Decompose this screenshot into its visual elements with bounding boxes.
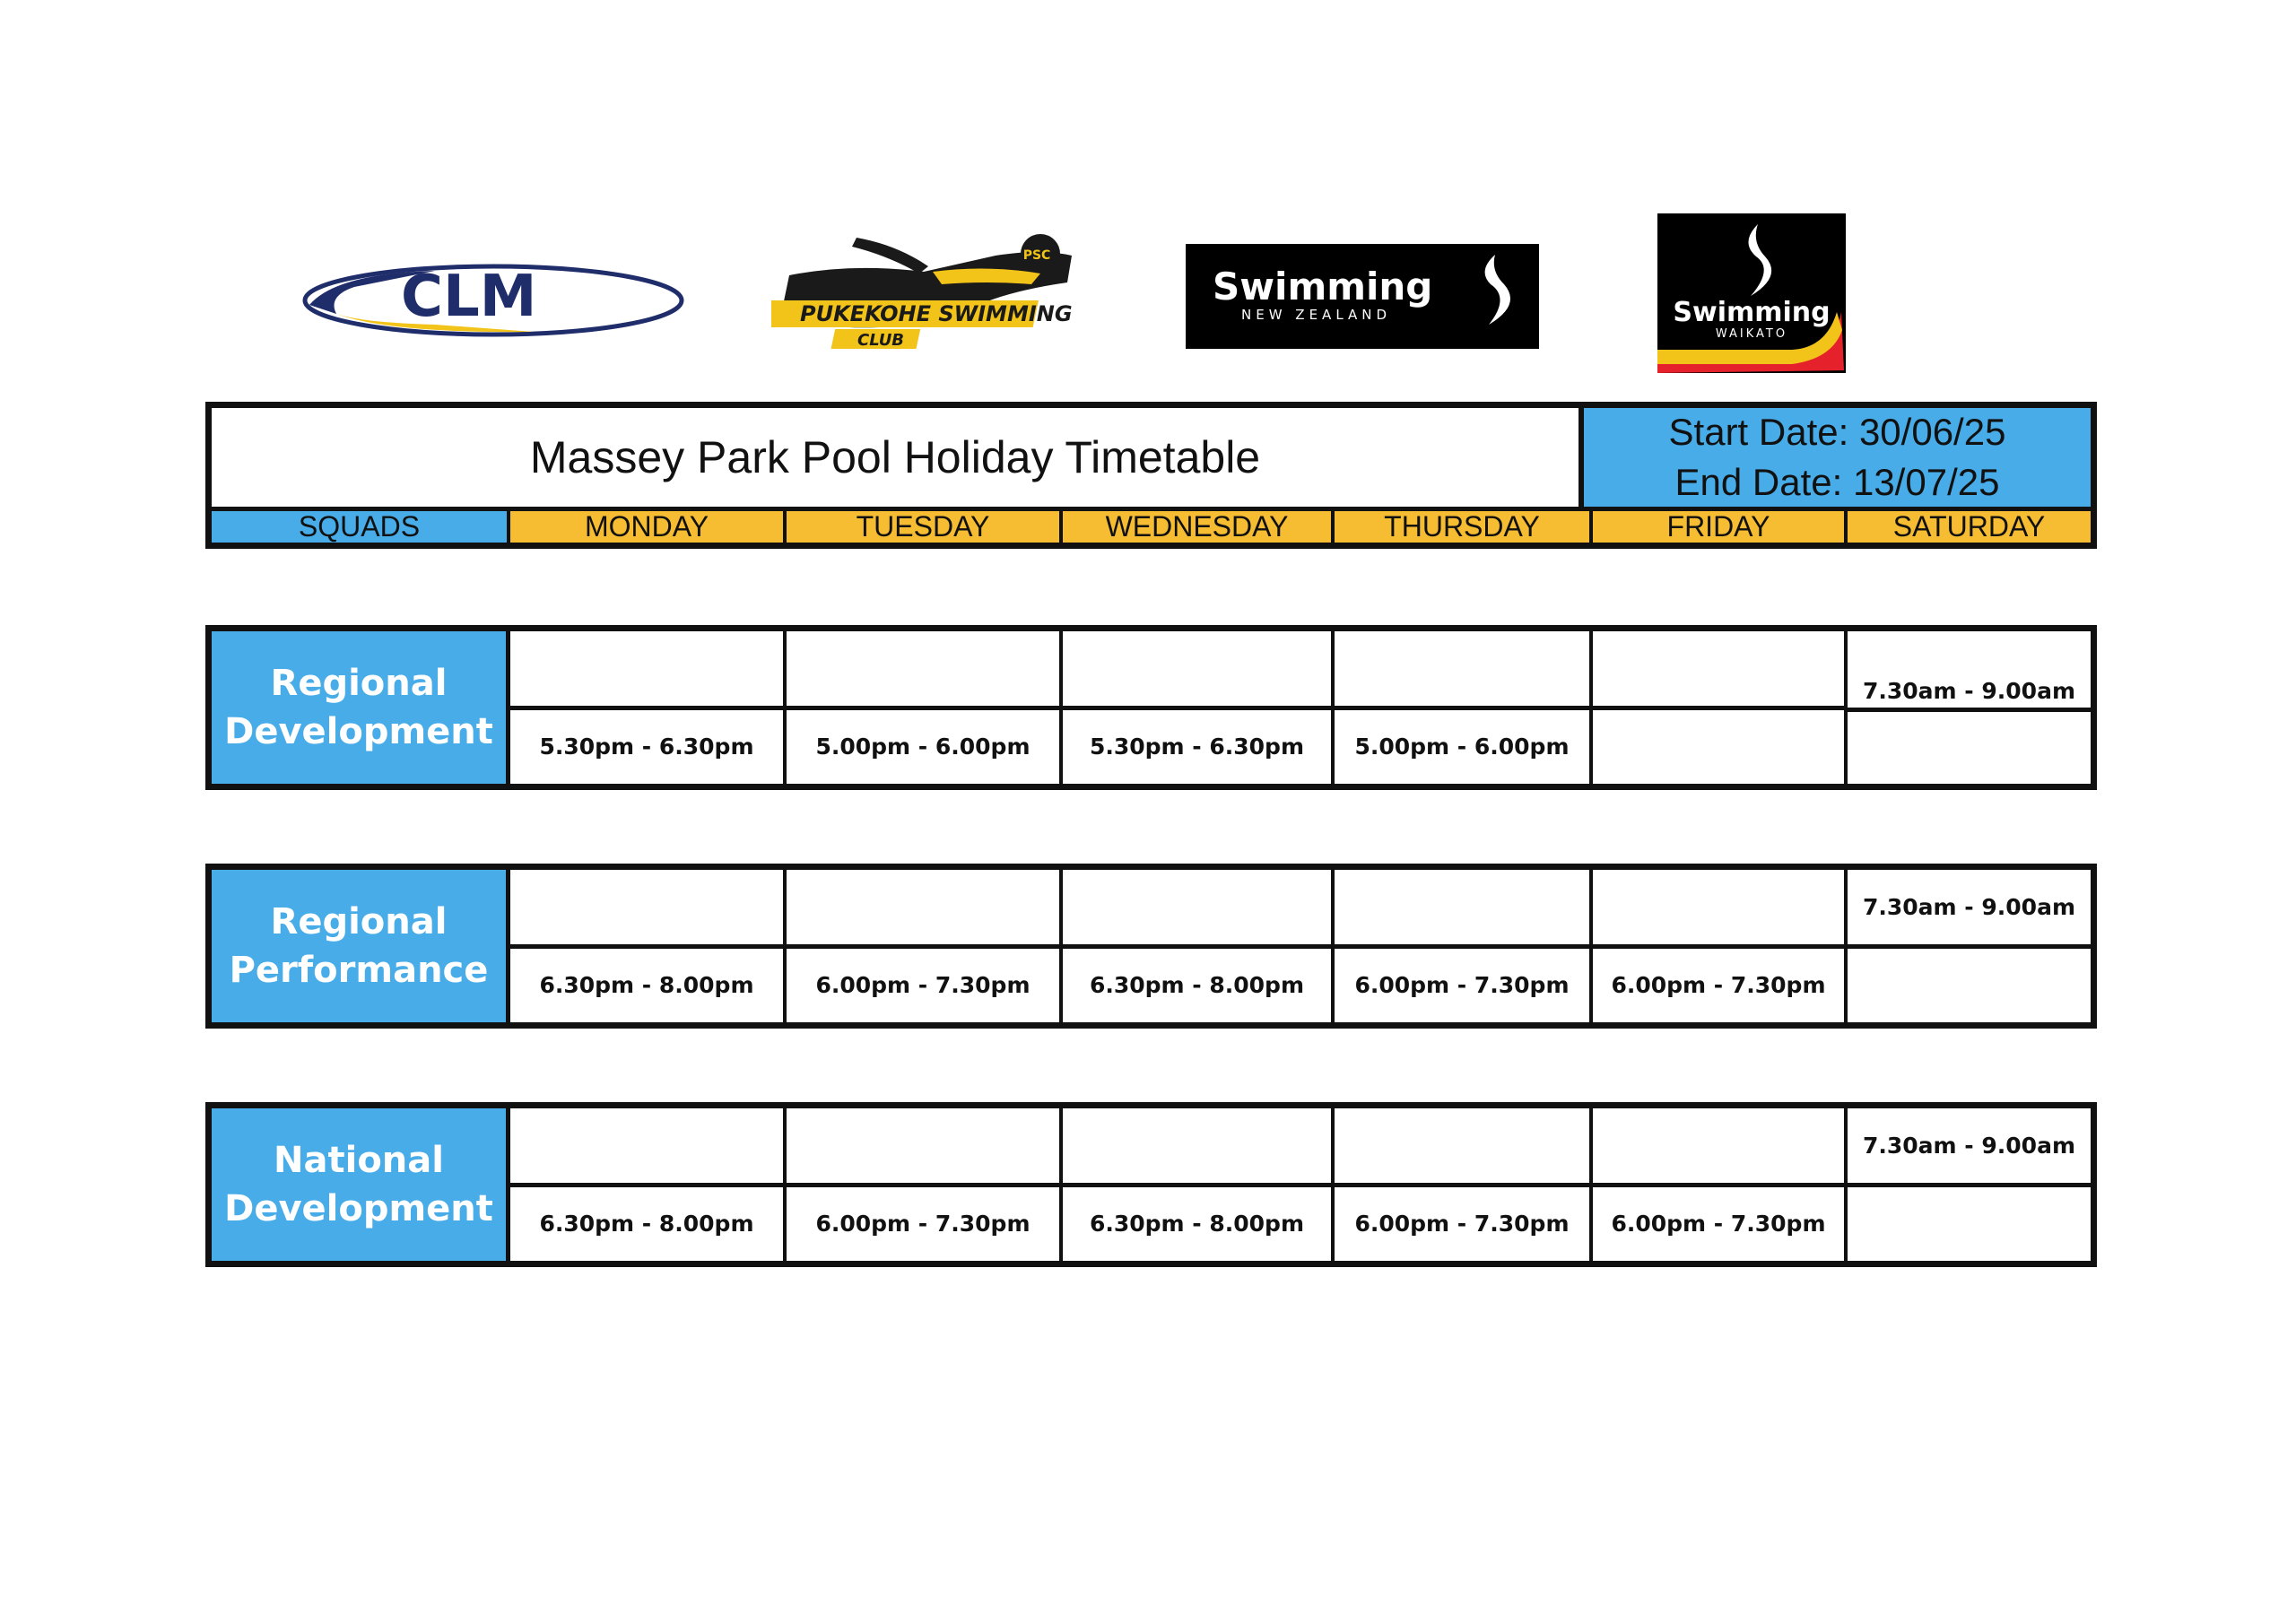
- clm-logo-text: CLM: [401, 264, 537, 330]
- club-text: CLUB: [857, 331, 905, 350]
- squad-name-line2: Development: [224, 711, 493, 752]
- session-morning: [1063, 631, 1331, 710]
- session-evening: 6.00pm - 7.30pm: [815, 972, 1031, 999]
- session-evening: 5.00pm - 6.00pm: [815, 734, 1031, 760]
- session-morning: [1593, 631, 1844, 710]
- squad-name-line2: Performance: [229, 950, 489, 991]
- day-column-thursday: [1335, 631, 1593, 784]
- day-column-wednesday: [1063, 631, 1335, 784]
- page-title: Massey Park Pool Holiday Timetable: [212, 408, 1584, 507]
- day-column-tuesday: [787, 631, 1063, 784]
- session-morning: [1063, 1108, 1331, 1187]
- header-squads: SQUADS: [212, 511, 510, 543]
- day-column-monday: [510, 1108, 787, 1261]
- pukekohe-swimming-club-logo: [771, 229, 1081, 354]
- day-column-saturday: [1848, 870, 2091, 1022]
- session-morning: [510, 870, 783, 949]
- day-column-thursday: [1335, 1108, 1593, 1261]
- waikato-logo-subtext: WAIKATO: [1715, 327, 1788, 341]
- squad-regional-development: [205, 625, 2097, 790]
- session-morning: [1335, 870, 1589, 949]
- column-headers: [212, 507, 2091, 543]
- session-morning: [1593, 1108, 1844, 1187]
- day-column-saturday: [1848, 1108, 2091, 1261]
- snz-logo-subtext: NEW ZEALAND: [1241, 307, 1392, 323]
- squad-national-development: [205, 1102, 2097, 1267]
- session-evening: 6.00pm - 7.30pm: [1354, 972, 1570, 999]
- pukekohe-logo-text: PUKEKOHE SWIMMING: [800, 301, 1073, 326]
- day-column-wednesday: [1063, 1108, 1335, 1261]
- session-evening: 6.00pm - 7.30pm: [815, 1211, 1031, 1238]
- session-evening: 6.30pm - 8.00pm: [1089, 972, 1305, 999]
- day-column-friday: [1593, 631, 1848, 784]
- swimming-new-zealand-logo: [1186, 244, 1539, 349]
- session-evening: 6.00pm - 7.30pm: [1611, 972, 1826, 999]
- session-evening: 5.00pm - 6.00pm: [1354, 734, 1570, 760]
- session-evening: 6.00pm - 7.30pm: [1354, 1211, 1570, 1238]
- psc-badge: PSC: [1022, 248, 1051, 263]
- squad-name-line2: Development: [224, 1188, 493, 1229]
- session-evening: [1848, 949, 2091, 1023]
- day-column-monday: [510, 631, 787, 784]
- session-evening: 6.00pm - 7.30pm: [1611, 1211, 1826, 1238]
- session-morning: 7.30am - 9.00am: [1848, 870, 2091, 949]
- day-column-wednesday: [1063, 870, 1335, 1022]
- header-friday: FRIDAY: [1593, 511, 1848, 543]
- session-morning: [510, 1108, 783, 1187]
- waikato-logo-text: Swimming: [1673, 297, 1831, 328]
- session-morning: [787, 631, 1059, 710]
- header-tuesday: TUESDAY: [787, 511, 1063, 543]
- session-morning: [787, 1108, 1059, 1187]
- day-column-saturday: [1848, 631, 2091, 784]
- day-column-tuesday: [787, 1108, 1063, 1261]
- session-evening: [1848, 1187, 2091, 1262]
- session-morning: [510, 631, 783, 710]
- header-wednesday: WEDNESDAY: [1063, 511, 1335, 543]
- day-column-friday: [1593, 870, 1848, 1022]
- clm-logo: [300, 260, 686, 341]
- session-evening: [1593, 710, 1844, 785]
- squad-regional-performance: [205, 864, 2097, 1029]
- squad-name-line1: Regional: [270, 901, 448, 942]
- day-column-friday: [1593, 1108, 1848, 1261]
- header-thursday: THURSDAY: [1335, 511, 1593, 543]
- session-evening: 6.30pm - 8.00pm: [539, 1211, 754, 1238]
- header-monday: MONDAY: [510, 511, 787, 543]
- session-evening: [1848, 712, 2091, 785]
- session-evening: 5.30pm - 6.30pm: [539, 734, 754, 760]
- header-saturday: SATURDAY: [1848, 511, 2091, 543]
- snz-logo-text: Swimming: [1213, 265, 1433, 308]
- start-date: Start Date: 30/06/25: [1668, 411, 2006, 453]
- session-morning: [1593, 870, 1844, 949]
- squad-name: [212, 631, 510, 784]
- session-evening: 6.30pm - 8.00pm: [1089, 1211, 1305, 1238]
- date-range: [1584, 408, 2091, 507]
- session-morning: 7.30am - 9.00am: [1848, 631, 2091, 712]
- day-column-monday: [510, 870, 787, 1022]
- squad-name: [212, 1108, 510, 1261]
- squad-name-line1: Regional: [270, 663, 448, 704]
- day-column-tuesday: [787, 870, 1063, 1022]
- squad-name-line1: National: [274, 1140, 444, 1181]
- session-evening: 6.30pm - 8.00pm: [539, 972, 754, 999]
- session-morning: [1063, 870, 1331, 949]
- session-evening: 5.30pm - 6.30pm: [1089, 734, 1305, 760]
- end-date: End Date: 13/07/25: [1674, 461, 2000, 503]
- day-column-thursday: [1335, 870, 1593, 1022]
- session-morning: [1335, 1108, 1589, 1187]
- squad-name: [212, 870, 510, 1022]
- session-morning: [787, 870, 1059, 949]
- swimming-waikato-logo: [1657, 213, 1846, 373]
- session-morning: [1335, 631, 1589, 710]
- timetable-header: [205, 402, 2097, 549]
- session-morning: 7.30am - 9.00am: [1848, 1108, 2091, 1187]
